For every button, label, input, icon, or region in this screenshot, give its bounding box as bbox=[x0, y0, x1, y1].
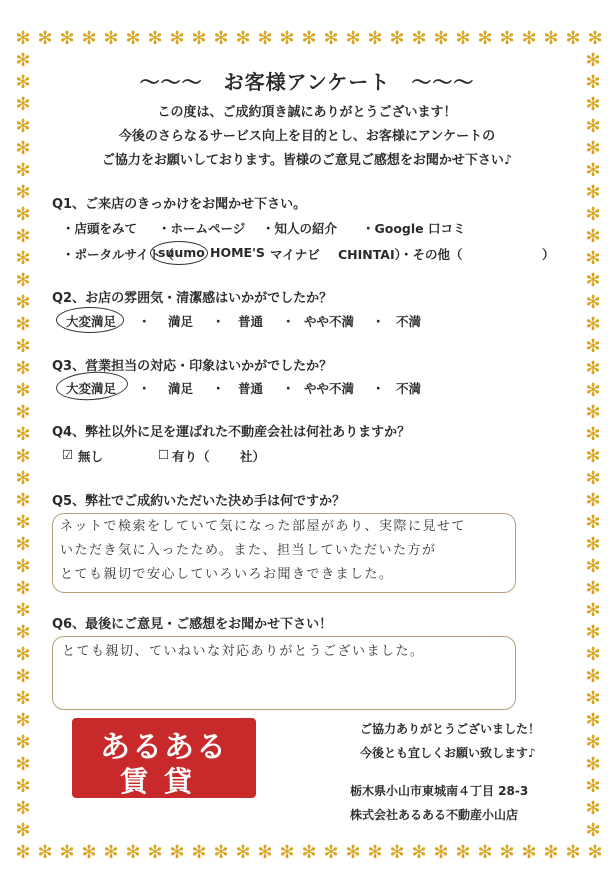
border-star-icon: ✻ bbox=[585, 600, 601, 621]
border-star-icon: ✻ bbox=[585, 248, 601, 269]
border-star-icon: ✻ bbox=[345, 28, 361, 49]
border-star-icon: ✻ bbox=[455, 28, 471, 49]
border-star-icon: ✻ bbox=[15, 270, 31, 291]
border-star-icon: ✻ bbox=[587, 28, 603, 49]
q1-option-google: ・Google 口コミ bbox=[362, 221, 466, 236]
q1-option-mynavi: マイナビ bbox=[270, 247, 320, 262]
q3-option-dissatisfied: 不満 bbox=[396, 381, 422, 396]
border-star-icon: ✻ bbox=[521, 28, 537, 49]
q2-question: Q2、お店の雰囲気・清潔感はいかがでしたか？ bbox=[52, 291, 333, 306]
border-star-icon: ✻ bbox=[543, 28, 559, 49]
border-star-icon: ✻ bbox=[301, 28, 317, 49]
border-star-icon: ✻ bbox=[15, 622, 31, 643]
border-star-icon: ✻ bbox=[585, 292, 601, 313]
border-star-icon: ✻ bbox=[585, 468, 601, 489]
q2-separator: ・ bbox=[212, 314, 225, 329]
q1-option-homes: HOME'S bbox=[210, 245, 265, 260]
border-star-icon: ✻ bbox=[15, 468, 31, 489]
border-star-icon: ✻ bbox=[15, 248, 31, 269]
border-star-icon: ✻ bbox=[585, 710, 601, 731]
border-star-icon: ✻ bbox=[191, 28, 207, 49]
border-star-icon: ✻ bbox=[585, 622, 601, 643]
border-star-icon: ✻ bbox=[147, 28, 163, 49]
border-star-icon: ✻ bbox=[585, 732, 601, 753]
q1-selection-circle bbox=[150, 241, 208, 265]
border-star-icon: ✻ bbox=[585, 798, 601, 819]
border-star-icon: ✻ bbox=[213, 28, 229, 49]
border-star-icon: ✻ bbox=[411, 28, 427, 49]
border-star-icon: ✻ bbox=[565, 28, 581, 49]
border-star-icon: ✻ bbox=[585, 776, 601, 797]
border-star-icon: ✻ bbox=[585, 358, 601, 379]
border-star-icon: ✻ bbox=[585, 204, 601, 225]
border-star-icon: ✻ bbox=[59, 28, 75, 49]
q2-option-slightly-dissatisfied: やや不満 bbox=[304, 314, 355, 329]
thanks-line: ご協力ありがとうございました！ bbox=[360, 722, 541, 736]
border-star-icon: ✻ bbox=[103, 842, 119, 863]
border-star-icon: ✻ bbox=[585, 402, 601, 423]
border-star-icon: ✻ bbox=[433, 842, 449, 863]
border-star-icon: ✻ bbox=[279, 842, 295, 863]
q4-question: Q4、弊社以外に足を運ばれた不動産会社は何社ありますか？ bbox=[52, 425, 411, 440]
border-star-icon: ✻ bbox=[213, 842, 229, 863]
border-star-icon: ✻ bbox=[15, 138, 31, 159]
border-star-icon: ✻ bbox=[477, 842, 493, 863]
border-star-icon: ✻ bbox=[15, 226, 31, 247]
border-star-icon: ✻ bbox=[15, 446, 31, 467]
border-star-icon: ✻ bbox=[411, 842, 427, 863]
border-star-icon: ✻ bbox=[37, 28, 53, 49]
border-star-icon: ✻ bbox=[585, 424, 601, 445]
q3-option-neutral: 普通 bbox=[238, 381, 264, 396]
border-star-icon: ✻ bbox=[81, 842, 97, 863]
border-star-icon: ✻ bbox=[15, 776, 31, 797]
q1-question: Q1、ご来店のきっかけをお聞かせ下さい。 bbox=[52, 197, 307, 212]
border-star-icon: ✻ bbox=[585, 314, 601, 335]
border-star-icon: ✻ bbox=[169, 842, 185, 863]
border-star-icon: ✻ bbox=[499, 842, 515, 863]
q2-option-dissatisfied: 不満 bbox=[396, 314, 422, 329]
q2-separator: ・ bbox=[372, 314, 385, 329]
border-star-icon: ✻ bbox=[521, 842, 537, 863]
border-star-icon: ✻ bbox=[585, 534, 601, 555]
border-star-icon: ✻ bbox=[15, 490, 31, 511]
border-star-icon: ✻ bbox=[15, 28, 31, 49]
border-star-icon: ✻ bbox=[37, 842, 53, 863]
border-star-icon: ✻ bbox=[585, 138, 601, 159]
border-star-icon: ✻ bbox=[15, 578, 31, 599]
border-star-icon: ✻ bbox=[499, 28, 515, 49]
intro-line: 今後のさらなるサービス向上を目的とし、お客様にアンケートの bbox=[118, 129, 496, 144]
page-title: 〜〜〜 お客様アンケート 〜〜〜 bbox=[139, 70, 475, 94]
border-star-icon: ✻ bbox=[585, 160, 601, 181]
border-star-icon: ✻ bbox=[15, 732, 31, 753]
border-star-icon: ✻ bbox=[585, 512, 601, 533]
border-star-icon: ✻ bbox=[15, 116, 31, 137]
border-star-icon: ✻ bbox=[543, 842, 559, 863]
border-star-icon: ✻ bbox=[345, 842, 361, 863]
empty-box-icon: ☐ bbox=[158, 447, 170, 462]
q2-option-satisfied: 満足 bbox=[168, 314, 194, 329]
checked-box-icon: ☑ bbox=[62, 447, 74, 462]
border-star-icon: ✻ bbox=[585, 556, 601, 577]
intro-line: ご協力をお願いしております。皆様のご意見ご感想をお聞かせ下さい♪ bbox=[101, 153, 513, 168]
border-star-icon: ✻ bbox=[125, 842, 141, 863]
border-star-icon: ✻ bbox=[585, 270, 601, 291]
border-star-icon: ✻ bbox=[367, 28, 383, 49]
q1-option-portal: ・ポータルサイト（ bbox=[62, 247, 174, 262]
border-star-icon: ✻ bbox=[585, 72, 601, 93]
q5-answer-line: ネットで検索をしていて気になった部屋があり、実際に見せて bbox=[60, 519, 467, 534]
border-star-icon: ✻ bbox=[15, 160, 31, 181]
border-star-icon: ✻ bbox=[433, 28, 449, 49]
border-star-icon: ✻ bbox=[257, 842, 273, 863]
border-star-icon: ✻ bbox=[15, 72, 31, 93]
border-star-icon: ✻ bbox=[585, 182, 601, 203]
q1-option-referral: ・知人の紹介 bbox=[262, 221, 338, 236]
border-star-icon: ✻ bbox=[585, 226, 601, 247]
border-star-icon: ✻ bbox=[235, 842, 251, 863]
border-star-icon: ✻ bbox=[15, 314, 31, 335]
border-star-icon: ✻ bbox=[585, 94, 601, 115]
border-star-icon: ✻ bbox=[125, 28, 141, 49]
border-star-icon: ✻ bbox=[301, 842, 317, 863]
company-name: 株式会社あるある不動産小山店 bbox=[350, 808, 519, 822]
border-star-icon: ✻ bbox=[15, 644, 31, 665]
q4-option-some-unit: 社） bbox=[240, 449, 266, 464]
q2-selection-circle bbox=[56, 307, 124, 333]
q3-option-satisfied: 満足 bbox=[168, 381, 194, 396]
q5-answer-line: いただき気に入ったため。また、担当していただいた方が bbox=[60, 543, 437, 558]
border-star-icon: ✻ bbox=[585, 490, 601, 511]
border-star-icon: ✻ bbox=[585, 116, 601, 137]
border-star-icon: ✻ bbox=[15, 534, 31, 555]
q3-separator: ・ bbox=[372, 381, 385, 396]
border-star-icon: ✻ bbox=[15, 380, 31, 401]
q1-option-other: ・その他（ bbox=[400, 247, 463, 262]
border-star-icon: ✻ bbox=[15, 600, 31, 621]
intro-text bbox=[0, 101, 614, 173]
border-star-icon: ✻ bbox=[147, 842, 163, 863]
border-star-icon: ✻ bbox=[587, 842, 603, 863]
border-star-icon: ✻ bbox=[15, 292, 31, 313]
border-star-icon: ✻ bbox=[15, 798, 31, 819]
q1-option-storefront: ・店頭をみて bbox=[62, 221, 138, 236]
border-star-icon: ✻ bbox=[15, 842, 31, 863]
q6-question: Q6、最後にご意見・ご感想をお聞かせ下さい！ bbox=[52, 617, 333, 632]
border-star-icon: ✻ bbox=[257, 28, 273, 49]
q3-selection-circle bbox=[55, 370, 129, 403]
border-star-icon: ✻ bbox=[15, 688, 31, 709]
border-star-icon: ✻ bbox=[477, 28, 493, 49]
border-star-icon: ✻ bbox=[279, 28, 295, 49]
border-star-icon: ✻ bbox=[15, 556, 31, 577]
border-star-icon: ✻ bbox=[323, 842, 339, 863]
border-star-icon: ✻ bbox=[103, 28, 119, 49]
border-star-icon: ✻ bbox=[15, 50, 31, 71]
company-address: 栃木県小山市東城南４丁目 28-3 bbox=[350, 784, 529, 798]
logo-line1: あるある bbox=[100, 730, 228, 765]
border-star-icon: ✻ bbox=[15, 666, 31, 687]
border-star-icon: ✻ bbox=[191, 842, 207, 863]
border-star-icon: ✻ bbox=[15, 336, 31, 357]
border-star-icon: ✻ bbox=[565, 842, 581, 863]
border-star-icon: ✻ bbox=[367, 842, 383, 863]
border-star-icon: ✻ bbox=[15, 424, 31, 445]
q1-option-chintai: CHINTAI） bbox=[338, 247, 408, 262]
border-star-icon: ✻ bbox=[15, 182, 31, 203]
company-logo bbox=[72, 718, 256, 798]
q2-separator: ・ bbox=[282, 314, 295, 329]
border-star-icon: ✻ bbox=[59, 842, 75, 863]
q2-option-very-satisfied: 大変満足 bbox=[66, 314, 117, 329]
border-star-icon: ✻ bbox=[15, 204, 31, 225]
q5-answer-text bbox=[60, 515, 466, 587]
border-star-icon: ✻ bbox=[323, 28, 339, 49]
q4-option-none: 無し bbox=[78, 449, 104, 464]
q4-option-some: 有り（ bbox=[172, 449, 210, 464]
border-star-icon: ✻ bbox=[15, 94, 31, 115]
q3-question: Q3、営業担当の対応・印象はいかがでしたか？ bbox=[52, 359, 333, 374]
border-star-icon: ✻ bbox=[169, 28, 185, 49]
q1-option-other-close: ） bbox=[542, 247, 555, 262]
border-star-icon: ✻ bbox=[585, 688, 601, 709]
border-star-icon: ✻ bbox=[389, 842, 405, 863]
border-star-icon: ✻ bbox=[585, 336, 601, 357]
border-star-icon: ✻ bbox=[15, 820, 31, 841]
logo-line2: 賃貸 bbox=[119, 765, 208, 798]
border-star-icon: ✻ bbox=[585, 446, 601, 467]
q2-separator: ・ bbox=[138, 314, 151, 329]
border-star-icon: ✻ bbox=[585, 820, 601, 841]
q3-separator: ・ bbox=[212, 381, 225, 396]
q3-separator: ・ bbox=[282, 381, 295, 396]
border-star-icon: ✻ bbox=[15, 402, 31, 423]
q5-question: Q5、弊社でご成約いただいた決め手は何ですか？ bbox=[52, 494, 346, 509]
intro-line: この度は、ご成約頂き誠にありがとうございます！ bbox=[157, 105, 457, 120]
q1-option-homepage: ・ホームページ bbox=[158, 221, 246, 236]
q3-option-very-satisfied: 大変満足 bbox=[66, 381, 117, 396]
border-star-icon: ✻ bbox=[455, 842, 471, 863]
border-star-icon: ✻ bbox=[81, 28, 97, 49]
border-star-icon: ✻ bbox=[15, 358, 31, 379]
q1-option-suumo: suumo bbox=[158, 245, 205, 260]
border-star-icon: ✻ bbox=[15, 512, 31, 533]
border-star-icon: ✻ bbox=[585, 50, 601, 71]
q6-answer-text: とても親切、ていねいな対応ありがとうございました。 bbox=[62, 644, 425, 659]
border-star-icon: ✻ bbox=[585, 666, 601, 687]
border-star-icon: ✻ bbox=[15, 710, 31, 731]
thanks-line: 今後とも宜しくお願い致します♪ bbox=[360, 746, 536, 760]
q5-answer-line: とても親切で安心していろいろお聞きできました。 bbox=[60, 567, 394, 582]
border-star-icon: ✻ bbox=[235, 28, 251, 49]
q3-separator: ・ bbox=[138, 381, 151, 396]
q2-option-neutral: 普通 bbox=[238, 314, 264, 329]
border-star-icon: ✻ bbox=[585, 380, 601, 401]
border-star-icon: ✻ bbox=[585, 578, 601, 599]
border-star-icon: ✻ bbox=[389, 28, 405, 49]
border-star-icon: ✻ bbox=[15, 754, 31, 775]
q3-option-slightly-dissatisfied: やや不満 bbox=[304, 381, 355, 396]
border-star-icon: ✻ bbox=[585, 754, 601, 775]
border-star-icon: ✻ bbox=[585, 644, 601, 665]
